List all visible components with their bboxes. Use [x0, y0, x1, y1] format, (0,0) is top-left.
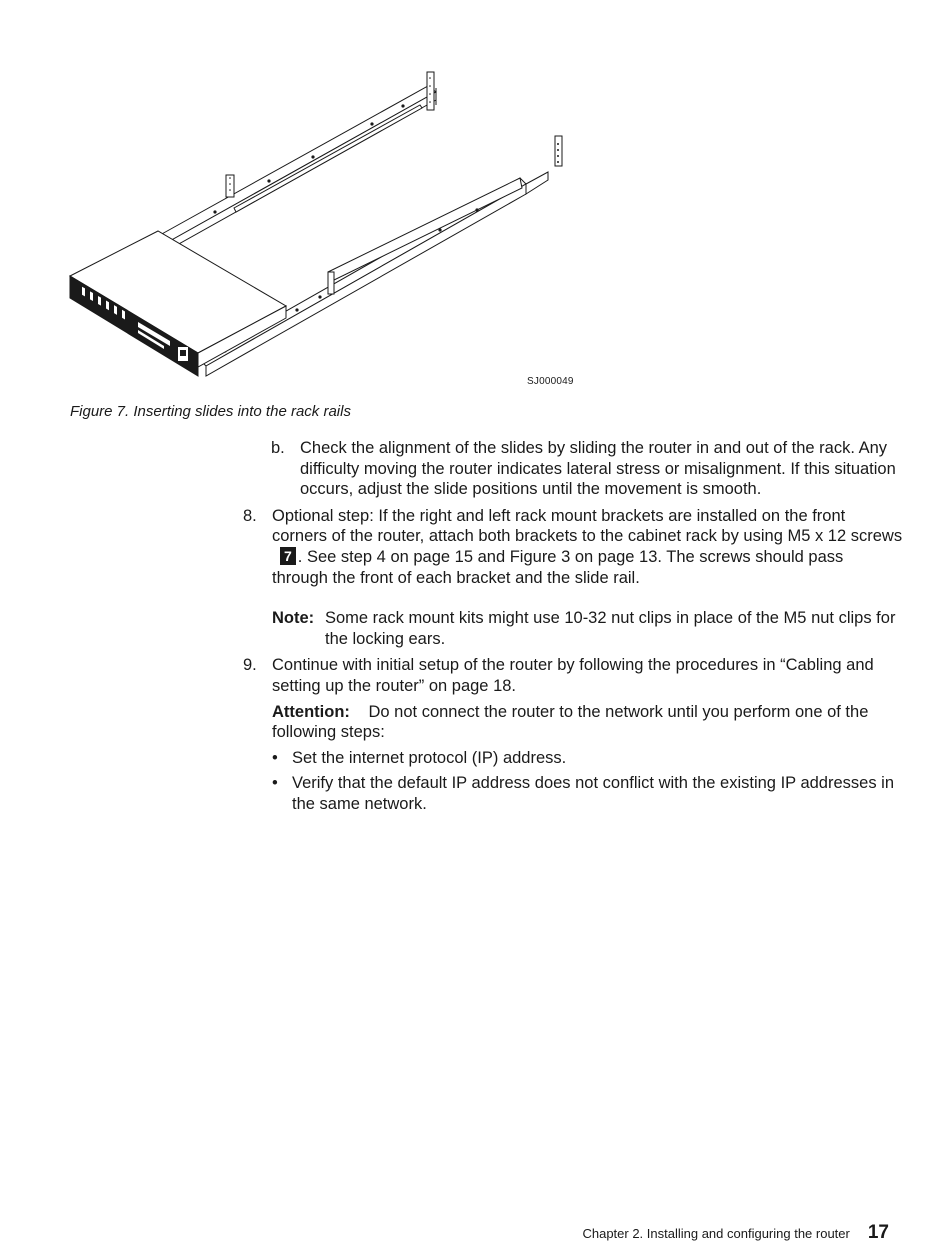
bullet-text: Verify that the default IP address does not conflict with the existing IP addresses in the same network. [292, 774, 894, 813]
footer-chapter: Chapter 2. Installing and configuring the router [582, 1226, 850, 1241]
step-9 [243, 655, 903, 696]
page-footer [582, 1222, 889, 1244]
router-rail-illustration [60, 60, 600, 400]
instructions [243, 438, 903, 815]
note-text: Some rack mount kits might use 10-32 nut clips in place of the M5 nut clips for the locking ears. [325, 609, 896, 648]
bullet-item [272, 748, 903, 769]
bullet-glyph: • [272, 748, 278, 767]
note-label: Note: [272, 609, 315, 628]
step-8-text [272, 506, 903, 588]
bullet-text: Set the internet protocol (IP) address. [292, 748, 567, 767]
attention-text: Do not connect the router to the network until you perform one of the following steps: [272, 702, 869, 742]
step-b [271, 438, 903, 500]
step-b-text: Check the alignment of the slides by sliding the router in and out of the rack. Any difficulty moving the router indicates lateral stress or misalignment. If this situation occurs, adjust the slide positions until the movement is smooth. [300, 439, 896, 499]
attention [272, 702, 903, 743]
step-8-text-before: Optional step: If the right and left rack mount brackets are installed on the front corners of the router, attach both brackets to the cabinet rack by using M5 x 12 screws [272, 506, 903, 546]
step-8-text-after: . See step 4 on page 15 and Figure 3 on page 13. The screws should pass through the front of each bracket and the slide rail. [272, 547, 844, 587]
callout-7: 7 [280, 547, 296, 565]
rack-rails-drawing [60, 60, 600, 400]
figure-caption: Figure 7. Inserting slides into the rack rails [70, 403, 351, 420]
bullet-item [272, 773, 903, 814]
step-8 [243, 506, 903, 588]
page-number: 17 [867, 1222, 889, 1243]
step-9-marker: 9. [243, 656, 257, 675]
note [272, 608, 903, 649]
bullet-glyph: • [272, 774, 278, 793]
figure-id: SJ000049 [527, 376, 574, 387]
attention-label: Attention: [272, 702, 350, 721]
step-9-text: Continue with initial setup of the router by following the procedures in “Cabling and setting up the router” on page 18. [272, 656, 874, 695]
step-b-marker: b. [271, 439, 285, 457]
step-8-marker: 8. [243, 506, 257, 525]
